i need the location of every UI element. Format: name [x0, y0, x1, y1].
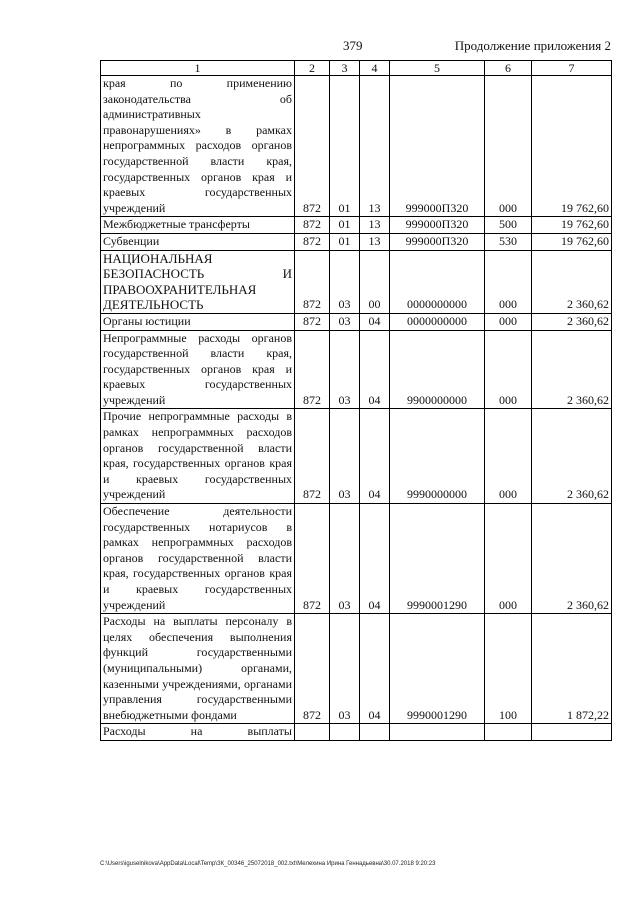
expense-type-code: 000: [485, 76, 532, 217]
amount: 19 762,60: [532, 217, 612, 234]
amount: 2 360,62: [532, 313, 612, 330]
section-code: 03: [330, 330, 360, 409]
expense-type-code: 000: [485, 313, 532, 330]
table-row: [101, 330, 612, 409]
section-code: 03: [330, 313, 360, 330]
subsection-code: 04: [360, 614, 390, 724]
item-name: края по применению законодательства об административных правонарушениях» в рамках непрограммных расходов органов государственной власти края, государственных органов края и краевых государственных учреждений: [101, 76, 295, 217]
target-article-code: 0000000000: [390, 250, 485, 313]
item-name: Обеспечение деятельности государственных нотариусов в рамках непрограммных расходов органов государственной власти края, государственных органов края и краевых государственных учреждений: [101, 504, 295, 614]
item-name: Органы юстиции: [101, 313, 295, 330]
amount: 1 872,22: [532, 614, 612, 724]
table-row: [101, 233, 612, 250]
ministry-code: 872: [295, 313, 330, 330]
section-code: 03: [330, 250, 360, 313]
subsection-code: 04: [360, 313, 390, 330]
item-name: Расходы на выплаты персоналу в целях обеспечения выполнения функций государственными (муниципальными) органами, казенными учреждениями, органами управления государственными внебюджетными фондами: [101, 614, 295, 724]
section-code: 01: [330, 233, 360, 250]
page-number: 379: [343, 38, 363, 53]
empty-cell: [390, 724, 485, 741]
item-name: Непрограммные расходы органов государственной власти края, государственных органов края и краевых государственных учреждений: [101, 330, 295, 409]
target-article-code: 9990000000: [390, 409, 485, 504]
target-article-code: 9990001290: [390, 614, 485, 724]
empty-cell: [360, 724, 390, 741]
empty-cell: [330, 724, 360, 741]
empty-cell: [485, 724, 532, 741]
ministry-code: 872: [295, 409, 330, 504]
appendix-continuation-label: Продолжение приложения 2: [454, 38, 611, 53]
expense-type-code: 100: [485, 614, 532, 724]
ministry-code: 872: [295, 614, 330, 724]
budget-table: [100, 60, 612, 741]
subsection-code: 04: [360, 409, 390, 504]
table-row-partial: [101, 724, 612, 741]
column-header: 3: [330, 61, 360, 76]
target-article-code: 999000П320: [390, 76, 485, 217]
table-row: [101, 313, 612, 330]
table-row: [101, 614, 612, 724]
ministry-code: 872: [295, 330, 330, 409]
target-article-code: 999000П320: [390, 233, 485, 250]
expense-type-code: 000: [485, 409, 532, 504]
ministry-code: 872: [295, 250, 330, 313]
expense-type-code: 000: [485, 330, 532, 409]
expense-type-code: 530: [485, 233, 532, 250]
expense-type-code: 500: [485, 217, 532, 234]
target-article-code: 9990001290: [390, 504, 485, 614]
amount: 2 360,62: [532, 504, 612, 614]
table-row: [101, 76, 612, 217]
section-code: 01: [330, 217, 360, 234]
item-name: НАЦИОНАЛЬНАЯ БЕЗОПАСНОСТЬ И ПРАВООХРАНИТЕЛЬНАЯ ДЕЯТЕЛЬНОСТЬ: [101, 250, 295, 313]
column-header: 5: [390, 61, 485, 76]
subsection-code: 13: [360, 233, 390, 250]
ministry-code: 872: [295, 504, 330, 614]
target-article-code: 999000П320: [390, 217, 485, 234]
column-number-row: [101, 61, 612, 76]
amount: 2 360,62: [532, 409, 612, 504]
target-article-code: 9900000000: [390, 330, 485, 409]
subsection-code: 13: [360, 217, 390, 234]
column-header: 7: [532, 61, 612, 76]
item-name: Расходы на выплаты: [101, 724, 295, 741]
amount: 19 762,60: [532, 76, 612, 217]
amount: 2 360,62: [532, 330, 612, 409]
file-path-footer: C:\Users\iguselnikova\AppData\Local\Temp\ЗК_00346_25072018_002.txt\Мелехина Ирина Геннадьевна\30.07.2018 9:20:23: [100, 861, 436, 867]
ministry-code: 872: [295, 233, 330, 250]
section-code: 03: [330, 409, 360, 504]
empty-cell: [532, 724, 612, 741]
subsection-code: 04: [360, 504, 390, 614]
table-row: [101, 217, 612, 234]
ministry-code: 872: [295, 76, 330, 217]
ministry-code: 872: [295, 217, 330, 234]
item-name: Прочие непрограммные расходы в рамках непрограммных расходов органов государственной власти края, государственных органов края и краевых государственных учреждений: [101, 409, 295, 504]
item-name: Межбюджетные трансферты: [101, 217, 295, 234]
column-header: 1: [101, 61, 295, 76]
section-code: 03: [330, 614, 360, 724]
subsection-code: 13: [360, 76, 390, 217]
expense-type-code: 000: [485, 250, 532, 313]
section-code: 01: [330, 76, 360, 217]
amount: 2 360,62: [532, 250, 612, 313]
subsection-code: 04: [360, 330, 390, 409]
section-code: 03: [330, 504, 360, 614]
table-row: [101, 504, 612, 614]
table-row: [101, 250, 612, 313]
subsection-code: 00: [360, 250, 390, 313]
empty-cell: [295, 724, 330, 741]
column-header: 2: [295, 61, 330, 76]
column-header: 4: [360, 61, 390, 76]
amount: 19 762,60: [532, 233, 612, 250]
column-header: 6: [485, 61, 532, 76]
item-name: Субвенции: [101, 233, 295, 250]
table-row: [101, 409, 612, 504]
target-article-code: 0000000000: [390, 313, 485, 330]
expense-type-code: 000: [485, 504, 532, 614]
